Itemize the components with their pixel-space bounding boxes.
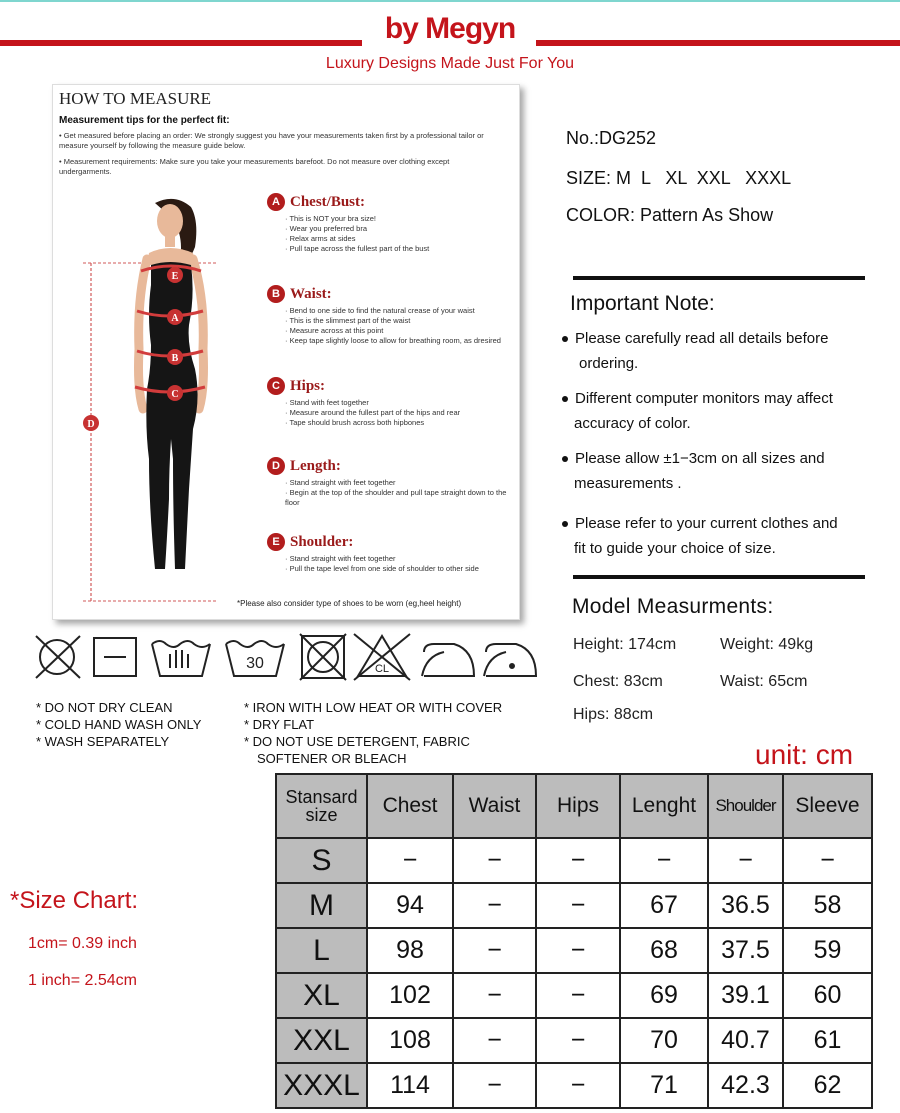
- table-cell: −: [536, 928, 620, 973]
- note-line: Please allow ±1−3cm on all sizes and: [575, 450, 825, 467]
- card-subtitle: Measurement tips for the perfect fit:: [59, 115, 230, 126]
- table-cell: 69: [620, 973, 708, 1018]
- section-item: · Begin at the top of the shoulder and pull tape straight down to the floor: [285, 488, 517, 508]
- note-line: ordering.: [579, 355, 639, 372]
- brand-logo: by Megyn: [384, 12, 516, 45]
- model-chest: Chest: 83cm: [573, 673, 663, 690]
- divider: [573, 276, 865, 280]
- model-hips: Hips: 88cm: [573, 706, 654, 723]
- product-sizes-label: SIZE:: [566, 168, 612, 188]
- note-line: Please carefully read all details before: [575, 330, 829, 347]
- table-cell: −: [536, 838, 620, 883]
- iron-low-icon: [484, 644, 536, 676]
- section-item: · Keep tape slightly loose to allow for breathing room, as dresired: [285, 336, 517, 346]
- table-cell: 59: [783, 928, 872, 973]
- svg-text:D: D: [87, 419, 95, 430]
- table-cell: −: [783, 838, 872, 883]
- section-title: Length:: [290, 457, 341, 474]
- model-measurements-title: Model Measurments:: [572, 595, 774, 618]
- table-cell: 94: [367, 883, 453, 928]
- important-note-title: Important Note:: [570, 292, 715, 315]
- table-cell: 114: [367, 1063, 453, 1108]
- column-header: Chest: [367, 774, 453, 838]
- size-cell: XXXL: [276, 1063, 367, 1108]
- wash-temp-label: 30: [246, 655, 264, 672]
- svg-text:A: A: [171, 313, 179, 324]
- table-cell: 58: [783, 883, 872, 928]
- svg-text:C: C: [171, 389, 179, 400]
- table-cell: 68: [620, 928, 708, 973]
- table-cell: −: [453, 973, 536, 1018]
- section-item: · This is the slimmest part of the waist: [285, 316, 517, 326]
- bleach-mark: CL: [374, 663, 390, 675]
- table-row: [276, 883, 872, 928]
- size-cell: M: [276, 883, 367, 928]
- product-sizes-value: M L XL XXL XXXL: [616, 168, 792, 188]
- section-item: · Bend to one side to find the natural crease of your waist: [285, 306, 517, 316]
- section-chest: [267, 193, 517, 254]
- section-item: · Wear you preferred bra: [285, 224, 517, 234]
- svg-text:E: E: [171, 271, 179, 282]
- table-cell: −: [453, 883, 536, 928]
- section-letter-badge: E: [267, 533, 285, 551]
- product-sizes: [566, 168, 791, 189]
- section-shoulder: [267, 533, 517, 574]
- product-color-label: COLOR:: [566, 205, 636, 225]
- care-line: SOFTENER OR BLEACH: [257, 751, 407, 766]
- table-cell: 62: [783, 1063, 872, 1108]
- important-note-item: [562, 511, 872, 561]
- divider: [573, 575, 865, 579]
- section-letter-badge: D: [267, 457, 285, 475]
- table-cell: −: [620, 838, 708, 883]
- table-cell: 36.5: [708, 883, 783, 928]
- table-cell: −: [453, 838, 536, 883]
- model-figure-illustration: [77, 191, 257, 611]
- table-cell: 61: [783, 1018, 872, 1063]
- column-header: Lenght: [620, 774, 708, 838]
- note-line: Different computer monitors may affect: [575, 390, 833, 407]
- care-instructions-left: [36, 699, 201, 750]
- section-letter-badge: C: [267, 377, 285, 395]
- care-line: * IRON WITH LOW HEAT OR WITH COVER: [244, 700, 503, 715]
- table-cell: −: [453, 1063, 536, 1108]
- section-letter-badge: B: [267, 285, 285, 303]
- model-weight: Weight: 49kg: [720, 636, 814, 653]
- column-header: Waist: [453, 774, 536, 838]
- card-title: HOW TO MEASURE: [59, 89, 212, 108]
- top-accent-line: [0, 0, 900, 2]
- table-row: [276, 1018, 872, 1063]
- dry-flat-icon: [94, 638, 136, 676]
- table-cell: −: [453, 928, 536, 973]
- no-dry-clean-icon: [36, 636, 80, 678]
- table-cell: 108: [367, 1018, 453, 1063]
- no-tumble-dry-icon: [300, 634, 346, 680]
- note-line: fit to guide your choice of size.: [574, 540, 776, 557]
- product-color-value: Pattern As Show: [640, 205, 774, 225]
- table-cell: 98: [367, 928, 453, 973]
- table-cell: −: [536, 1018, 620, 1063]
- section-item: · Pull the tape level from one side of shoulder to other side: [285, 564, 517, 574]
- size-cell: L: [276, 928, 367, 973]
- section-length: [267, 457, 517, 508]
- section-title: Hips:: [290, 377, 326, 394]
- section-item: · Tape should brush across both hipbones: [285, 418, 517, 428]
- table-cell: −: [367, 838, 453, 883]
- section-title: Chest/Bust:: [290, 193, 366, 210]
- product-number-label: No.:: [566, 128, 600, 148]
- section-hips: [267, 377, 517, 428]
- section-item: · Stand with feet together: [285, 398, 517, 408]
- conversion-inch: 1 inch= 2.54cm: [28, 972, 137, 989]
- care-line: * DRY FLAT: [244, 717, 315, 732]
- table-cell: −: [536, 883, 620, 928]
- section-item: · Pull tape across the fullest part of the bust: [285, 244, 517, 254]
- table-cell: 60: [783, 973, 872, 1018]
- section-item: · Relax arms at sides: [285, 234, 517, 244]
- table-cell: −: [453, 1018, 536, 1063]
- section-title: Waist:: [290, 285, 332, 302]
- care-line: * WASH SEPARATELY: [36, 734, 170, 749]
- svg-text:B: B: [171, 353, 179, 364]
- table-row: [276, 1063, 872, 1108]
- how-to-measure-card: [52, 84, 520, 620]
- size-cell: S: [276, 838, 367, 883]
- important-note-item: [562, 386, 872, 436]
- column-header: Shoulder: [708, 774, 783, 838]
- care-line: * DO NOT USE DETERGENT, FABRIC: [244, 734, 470, 749]
- model-waist: Waist: 65cm: [720, 673, 808, 690]
- product-number: [566, 128, 656, 149]
- size-chart-title: *Size Chart:: [10, 887, 139, 914]
- table-row: [276, 928, 872, 973]
- unit-label: unit: cm: [755, 739, 854, 770]
- section-waist: [267, 285, 517, 346]
- table-cell: 37.5: [708, 928, 783, 973]
- section-title: Shoulder:: [290, 533, 354, 550]
- product-number-value: DG252: [599, 128, 657, 148]
- product-color: [566, 205, 773, 226]
- size-cell: XL: [276, 973, 367, 1018]
- section-item: · Measure around the fullest part of the hips and rear: [285, 408, 517, 418]
- card-tip: • Measurement requirements: Make sure you take your measurements barefoot. Do not measure over clothing except undergarments.: [59, 157, 450, 176]
- model-height: Height: 174cm: [573, 636, 677, 653]
- care-icons-row: [34, 632, 544, 682]
- table-cell: 42.3: [708, 1063, 783, 1108]
- table-cell: 71: [620, 1063, 708, 1108]
- table-row: [276, 838, 872, 883]
- table-cell: 70: [620, 1018, 708, 1063]
- brand-tagline: Luxury Designs Made Just For You: [325, 55, 575, 72]
- table-cell: −: [536, 1063, 620, 1108]
- size-chart-table: [275, 773, 873, 1109]
- card-tip: • Get measured before placing an order: We strongly suggest you have your measurements taken first by a professional tailor or measure yourself by following the measure guide below.: [59, 131, 484, 150]
- section-letter-badge: A: [267, 193, 285, 211]
- care-line: * DO NOT DRY CLEAN: [36, 700, 173, 715]
- column-header: Sleeve: [783, 774, 872, 838]
- section-item: · Measure across at this point: [285, 326, 517, 336]
- hand-wash-icon: [152, 641, 210, 676]
- table-cell: 40.7: [708, 1018, 783, 1063]
- column-header: Stansard size: [276, 774, 367, 838]
- card-footnote: *Please also consider type of shoes to be worn (eg,heel height): [237, 599, 462, 608]
- table-cell: 102: [367, 973, 453, 1018]
- table-cell: −: [536, 973, 620, 1018]
- section-item: · This is NOT your bra size!: [285, 214, 517, 224]
- care-instructions-right: [244, 699, 502, 767]
- size-cell: XXL: [276, 1018, 367, 1063]
- table-row: [276, 973, 872, 1018]
- table-cell: −: [708, 838, 783, 883]
- table-header-row: [276, 774, 872, 838]
- note-line: measurements .: [574, 475, 682, 492]
- note-line: accuracy of color.: [574, 415, 691, 432]
- care-line: * COLD HAND WASH ONLY: [36, 717, 202, 732]
- table-cell: 39.1: [708, 973, 783, 1018]
- important-note-item: [562, 326, 872, 376]
- iron-icon: [422, 644, 474, 676]
- section-item: · Stand straight with feet together: [285, 554, 517, 564]
- important-note-item: [562, 446, 872, 496]
- column-header: Hips: [536, 774, 620, 838]
- table-cell: 67: [620, 883, 708, 928]
- section-item: · Stand straight with feet together: [285, 478, 517, 488]
- note-line: Please refer to your current clothes and: [575, 515, 838, 532]
- conversion-cm: 1cm= 0.39 inch: [28, 935, 137, 952]
